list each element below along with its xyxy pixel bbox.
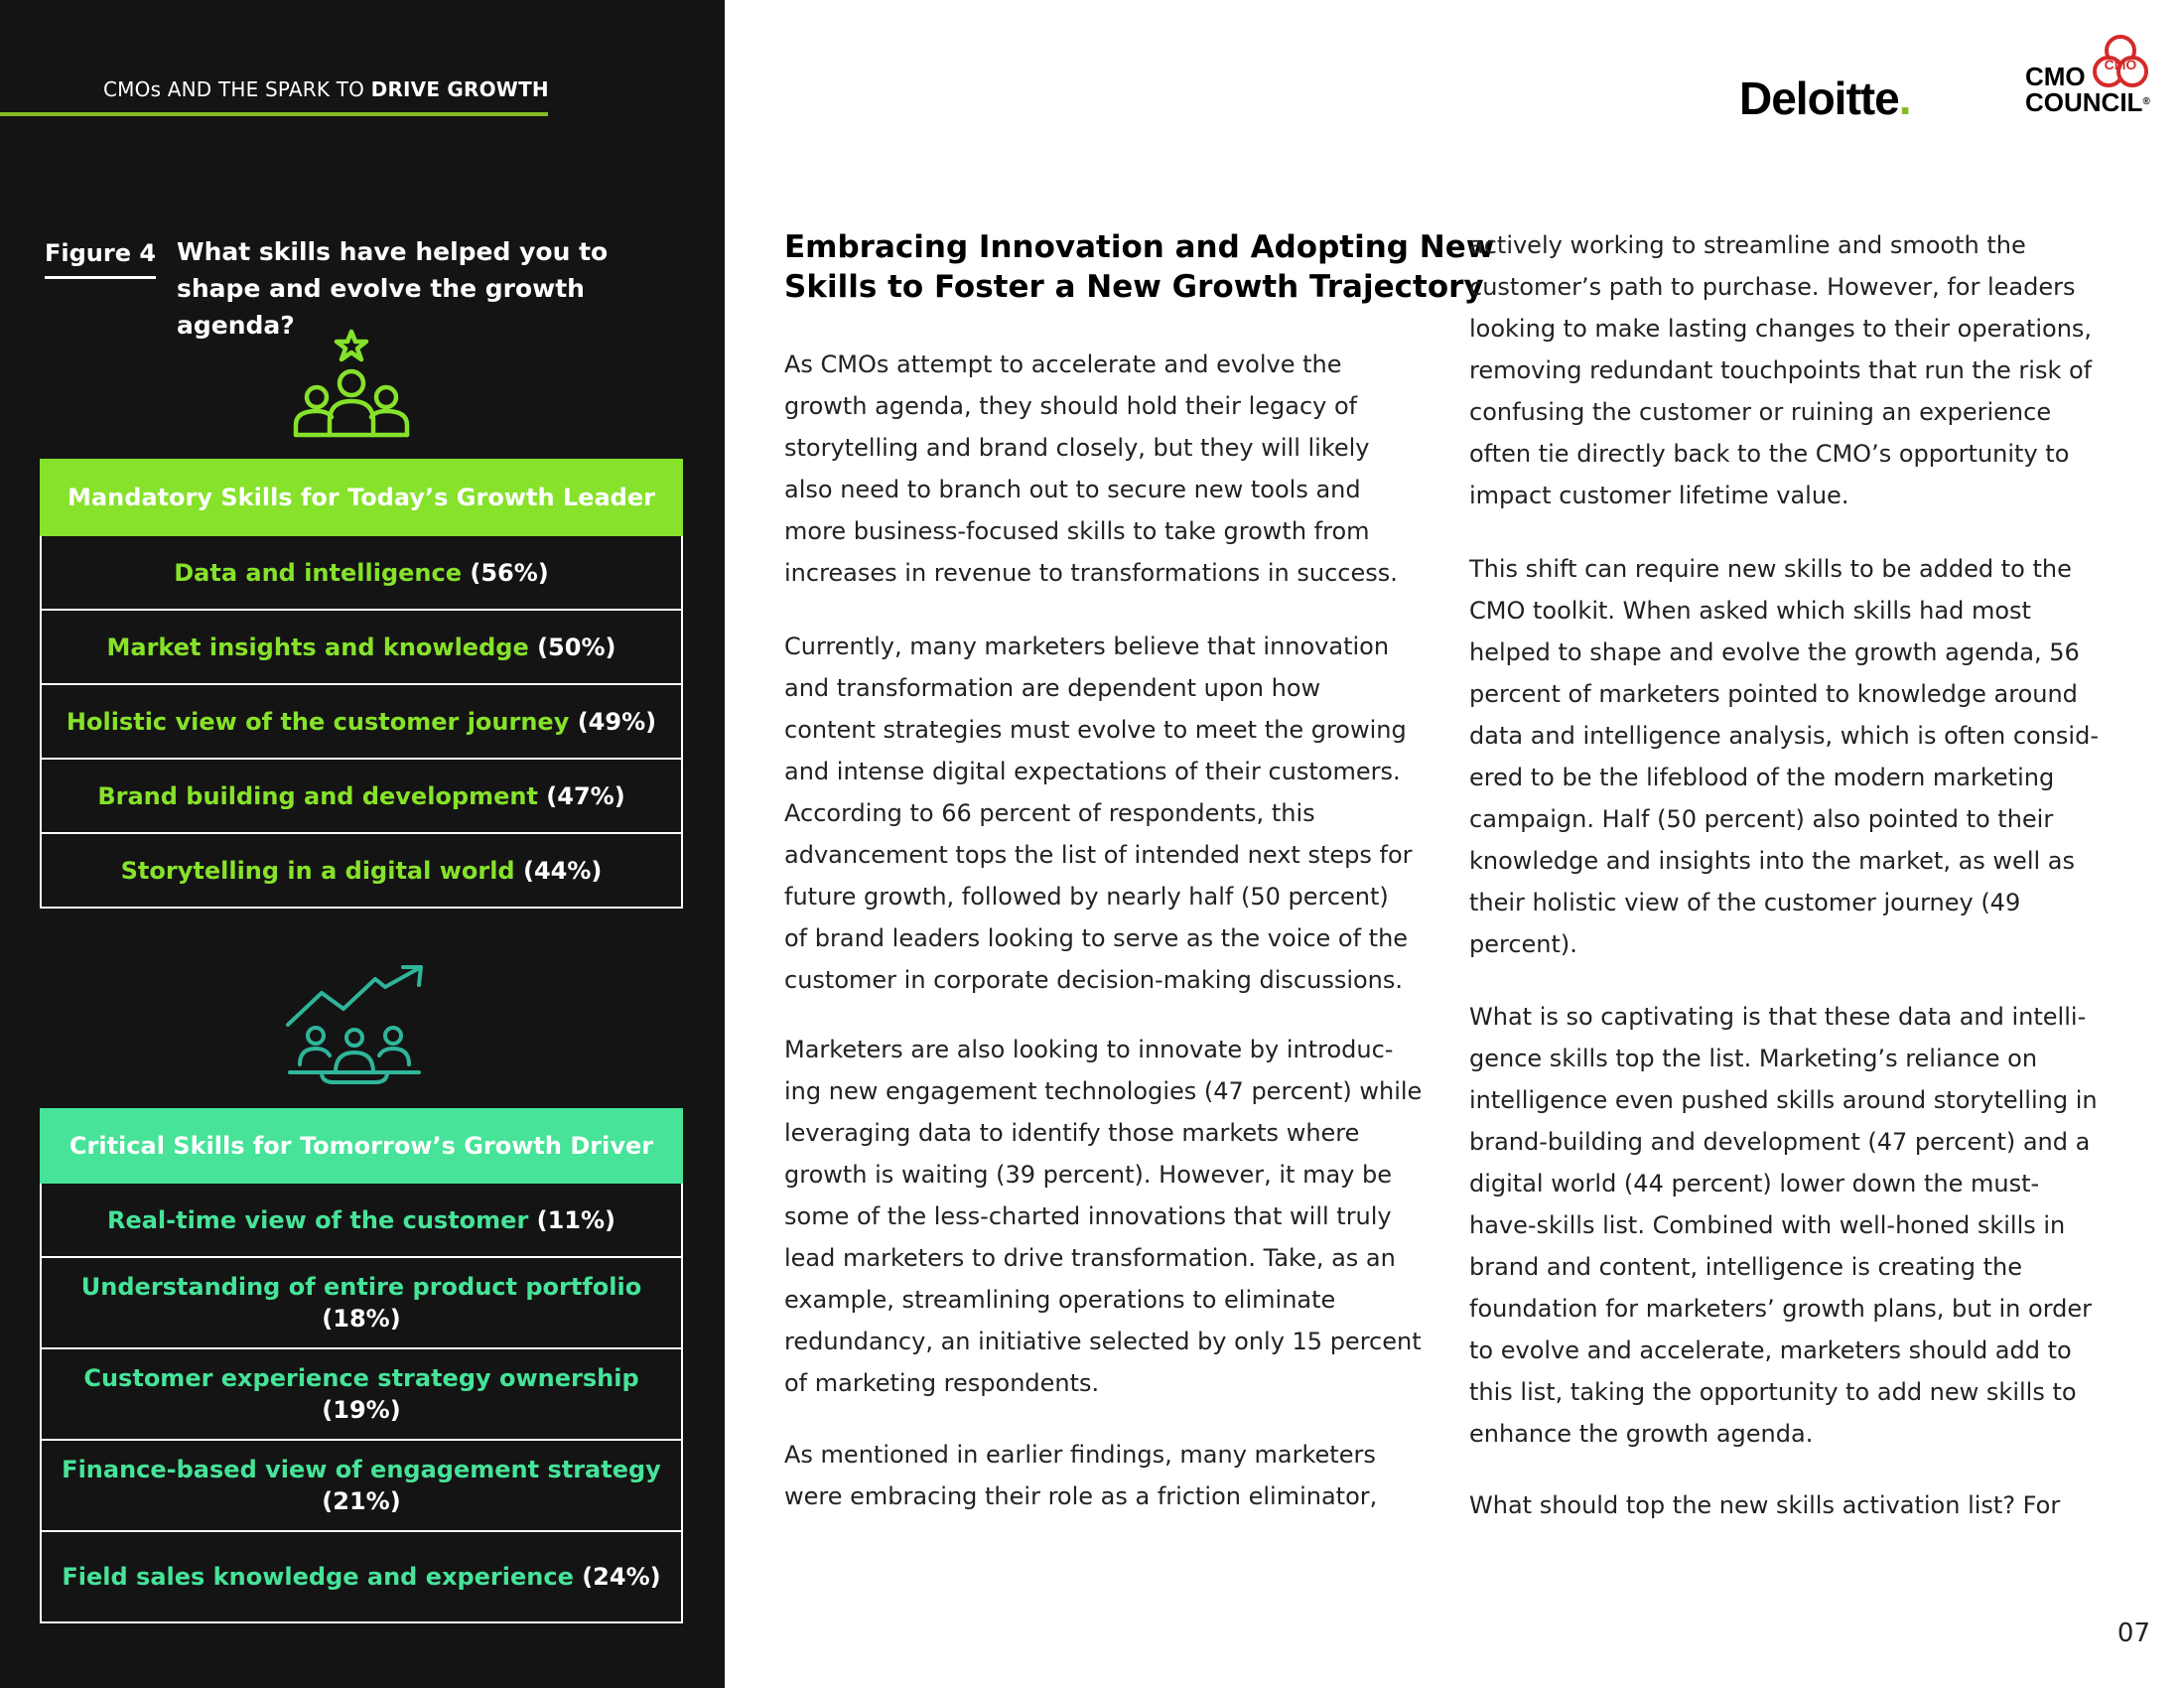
text-line: growth agenda, they should hold their legacy of — [784, 392, 1358, 420]
cmo-line1: CMO — [2025, 62, 2086, 91]
skill-label: Understanding of entire product portfolio — [80, 1273, 642, 1301]
report-header-title — [103, 77, 549, 101]
skill-label: Customer experience strategy ownership — [83, 1364, 639, 1392]
figure-label: Figure 4 — [45, 239, 156, 279]
text-line: some of the less-charted innovations that will truly — [784, 1202, 1392, 1230]
skill-percent: (47%) — [546, 781, 625, 810]
text-line: What should top the new skills activation list? For — [1469, 1491, 2061, 1519]
team-star-icon — [282, 328, 421, 442]
text-line: knowledge and insights into the market, as well as — [1469, 847, 2075, 875]
page-number: 07 — [2116, 1618, 2150, 1648]
text-line: looking to make lasting changes to their operations, — [1469, 315, 2093, 343]
text-line: were embracing their role as a friction eliminator, — [784, 1482, 1378, 1510]
skill-row — [40, 1441, 683, 1532]
skill-row — [40, 685, 683, 760]
text-line: brand and content, intelligence is creating the — [1469, 1253, 2023, 1281]
paragraph — [1469, 996, 2098, 1455]
cmo-line2-row — [2025, 89, 2150, 115]
skill-percent: (50%) — [537, 633, 616, 661]
header-title-prefix: CMOs AND THE SPARK TO — [103, 77, 371, 101]
text-line: campaign. Half (50 percent) also pointed to their — [1469, 805, 2054, 833]
text-line: percent of marketers pointed to knowledge around — [1469, 680, 2078, 708]
skill-row — [40, 536, 683, 611]
text-line: lead marketers to drive transformation. Take, as an — [784, 1244, 1396, 1272]
skill-label: Field sales knowledge and experience — [62, 1563, 574, 1591]
critical-skills-table — [40, 1108, 683, 1623]
skill-row — [40, 611, 683, 685]
skill-label: Real-time view of the customer — [106, 1205, 529, 1234]
skill-label: Market insights and knowledge — [106, 633, 529, 661]
text-line: have-skills list. Combined with well-honed skills in — [1469, 1211, 2066, 1239]
header-rule — [0, 112, 548, 116]
skill-row — [40, 1349, 683, 1441]
skill-row — [40, 1532, 683, 1623]
skill-percent: (24%) — [582, 1563, 661, 1591]
text-line: What is so captivating is that these data and intelli- — [1469, 1003, 2087, 1031]
figure-sidebar — [0, 0, 725, 1688]
deloitte-wordmark: Deloitte — [1739, 72, 1899, 124]
cmo-line2: COUNCIL — [2025, 87, 2143, 117]
text-line: and intense digital expectations of their customers. — [784, 758, 1401, 785]
skill-row — [40, 1184, 683, 1258]
text-line: actively working to streamline and smooth the — [1469, 231, 2026, 259]
skill-label: Finance-based view of engagement strategy — [62, 1456, 661, 1483]
heading-line: Embracing Innovation and Adopting New — [784, 229, 1495, 265]
skill-label: Storytelling in a digital world — [120, 856, 515, 885]
skill-percent: (19%) — [322, 1396, 401, 1424]
text-line: example, streamlining operations to eliminate — [784, 1286, 1336, 1314]
skill-row — [40, 834, 683, 909]
text-line: According to 66 percent of respondents, this — [784, 799, 1315, 827]
text-line: digital world (44 percent) lower down the must- — [1469, 1170, 2040, 1197]
article-heading — [784, 227, 1494, 307]
skill-label: Data and intelligence — [174, 558, 462, 587]
text-line: increases in revenue to transformations in success. — [784, 559, 1398, 587]
paragraph — [1469, 224, 2092, 516]
paragraph — [784, 344, 1398, 594]
text-line: impact customer lifetime value. — [1469, 482, 1849, 509]
skill-percent: (18%) — [322, 1305, 401, 1333]
text-line: advancement tops the list of intended next steps for — [784, 841, 1413, 869]
skill-percent: (44%) — [522, 856, 603, 885]
skill-row — [40, 1258, 683, 1349]
cmo-registered-mark: ® — [2142, 96, 2150, 107]
text-line: more business-focused skills to take growth from — [784, 517, 1370, 545]
cmo-council-wordmark — [2025, 64, 2150, 115]
text-line: ing new engagement technologies (47 percent) while — [784, 1077, 1423, 1105]
text-line: data and intelligence analysis, which is often consid- — [1469, 722, 2099, 750]
text-line: growth is waiting (39 percent). However, it may be — [784, 1161, 1393, 1189]
text-line: their holistic view of the customer journey (49 — [1469, 889, 2021, 916]
skill-label: Holistic view of the customer journey — [66, 707, 570, 736]
heading-line: Skills to Foster a New Growth Trajectory — [784, 269, 1484, 305]
text-line: CMO toolkit. When asked which skills had most — [1469, 597, 2031, 625]
text-line: future growth, followed by nearly half (50 percent) — [784, 883, 1389, 911]
text-line: confusing the customer or ruining an experience — [1469, 398, 2052, 426]
text-line: brand-building and development (47 percent) and a — [1469, 1128, 2091, 1156]
deloitte-dot: . — [1898, 72, 1911, 124]
text-line: redundancy, an initiative selected by only 15 percent — [784, 1328, 1422, 1355]
mandatory-skills-table — [40, 459, 683, 909]
text-line: enhance the growth agenda. — [1469, 1420, 1814, 1448]
text-line: gence skills top the list. Marketing’s reliance on — [1469, 1045, 2038, 1072]
figure-question: What skills have helped you to shape and evolve the growth agenda? — [177, 237, 609, 340]
header-title-bold: DRIVE GROWTH — [370, 77, 549, 101]
mandatory-skills-header: Mandatory Skills for Today’s Growth Leader — [40, 459, 683, 536]
skill-label: Brand building and development — [97, 781, 538, 810]
text-line: of marketing respondents. — [784, 1369, 1100, 1397]
text-line: helped to shape and evolve the growth agenda, 56 — [1469, 638, 2080, 666]
text-line: storytelling and brand closely, but they will likely — [784, 434, 1370, 462]
text-line: and transformation are dependent upon how — [784, 674, 1321, 702]
text-line: Currently, many marketers believe that innovation — [784, 633, 1390, 660]
text-line: This shift can require new skills to be added to the — [1469, 555, 2072, 583]
text-line: this list, taking the opportunity to add new skills to — [1469, 1378, 2077, 1406]
text-line: often tie directly back to the CMO’s opportunity to — [1469, 440, 2070, 468]
skill-percent: (21%) — [322, 1487, 401, 1515]
team-growth-chart-icon — [282, 963, 427, 1090]
deloitte-logo — [1739, 71, 1910, 125]
text-line: leveraging data to identify those markets where — [784, 1119, 1360, 1147]
text-line: percent). — [1469, 930, 1577, 958]
text-line: ered to be the lifeblood of the modern marketing — [1469, 764, 2055, 791]
paragraph — [1469, 1484, 2060, 1526]
text-line: customer in corporate decision-making discussions. — [784, 966, 1404, 994]
text-line: removing redundant touchpoints that run the risk of — [1469, 356, 2093, 384]
skill-percent: (49%) — [577, 707, 657, 736]
paragraph — [1469, 548, 2099, 965]
cmo-council-logo — [2025, 34, 2159, 123]
paragraph — [784, 626, 1413, 1001]
text-line: also need to branch out to secure new tools and — [784, 476, 1361, 503]
text-line: Marketers are also looking to innovate by introduc- — [784, 1036, 1394, 1063]
critical-skills-header: Critical Skills for Tomorrow’s Growth Driver — [40, 1108, 683, 1184]
text-line: of brand leaders looking to serve as the voice of the — [784, 924, 1409, 952]
skill-percent: (11%) — [536, 1205, 616, 1234]
text-line: As mentioned in earlier findings, many marketers — [784, 1441, 1376, 1469]
paragraph — [784, 1434, 1377, 1517]
text-line: As CMOs attempt to accelerate and evolve the — [784, 351, 1342, 378]
text-line: intelligence even pushed skills around storytelling in — [1469, 1086, 2098, 1114]
skill-percent: (56%) — [470, 558, 549, 587]
paragraph — [784, 1029, 1422, 1404]
text-line: content strategies must evolve to meet the growing — [784, 716, 1407, 744]
skill-row — [40, 760, 683, 834]
text-line: foundation for marketers’ growth plans, but in order — [1469, 1295, 2092, 1323]
text-line: to evolve and accelerate, marketers should add to — [1469, 1336, 2072, 1364]
cmo-monogram: CMO — [2104, 57, 2137, 72]
text-line: customer’s path to purchase. However, for leaders — [1469, 273, 2076, 301]
